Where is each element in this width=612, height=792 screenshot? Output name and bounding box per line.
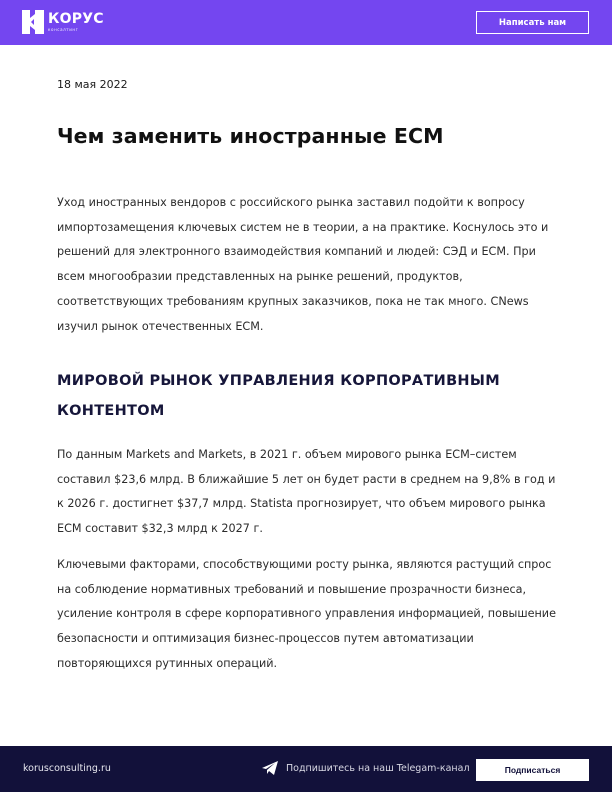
article-date: 18 мая 2022 [57, 78, 128, 91]
footer-site-link[interactable]: korusconsulting.ru [23, 763, 111, 774]
write-to-us-button[interactable]: Написать нам [476, 11, 589, 34]
section-heading: МИРОВОЙ РЫНОК УПРАВЛЕНИЯ КОРПОРАТИВНЫМ КОНТЕНТОМ [57, 373, 500, 419]
telegram-icon [262, 761, 278, 775]
korus-logo[interactable] [22, 10, 104, 34]
telegram-subscribe-prompt[interactable] [262, 761, 470, 775]
paragraph-market-size: По данным Markets and Markets, в 2021 г. объем мирового рынка ECM–систем составил $23,6 млрд. В ближайшие 5 лет он будет расти в среднем на 9,8% в год и к 2026 г. достигнет $37,7 млрд. Statista прогнозирует, что объем мирового рынка ECM составит $32,3 млрд к 2027 г. [57, 448, 556, 536]
article-intro: Уход иностранных вендоров с российского рынка заставил подойти к вопросу импортозамещения ключевых систем не в теории, а на практике. Коснулось это и решений для электронного взаимодействия компаний и людей: СЭД и ECM. При всем многообразии представленных на рынке решений, продуктов, соответствующих требованиям крупных заказчиков, пока не так много. CNews изучил рынок отечественных ECM. [57, 196, 549, 333]
article-title: Чем заменить иностранные ECM [57, 124, 444, 148]
site-header [0, 0, 612, 45]
logo-subtitle: консалтинг [48, 27, 79, 32]
subscribe-button[interactable]: Подписаться [476, 759, 589, 781]
logo-wordmark: КОРУС [48, 11, 104, 27]
telegram-text: Подпишитесь на наш Telegam-канал [286, 762, 470, 774]
site-footer [0, 746, 612, 792]
korus-logo-icon [22, 10, 44, 34]
paragraph-growth-factors: Ключевыми факторами, способствующими росту рынка, являются растущий спрос на соблюдение нормативных требований и повышение прозрачности бизнеса, усиление контроля в сфере корпоративного управления информацией, повышение безопасности и оптимизация бизнес-процессов путем автоматизации повторяющихся рутинных операций. [57, 558, 556, 670]
